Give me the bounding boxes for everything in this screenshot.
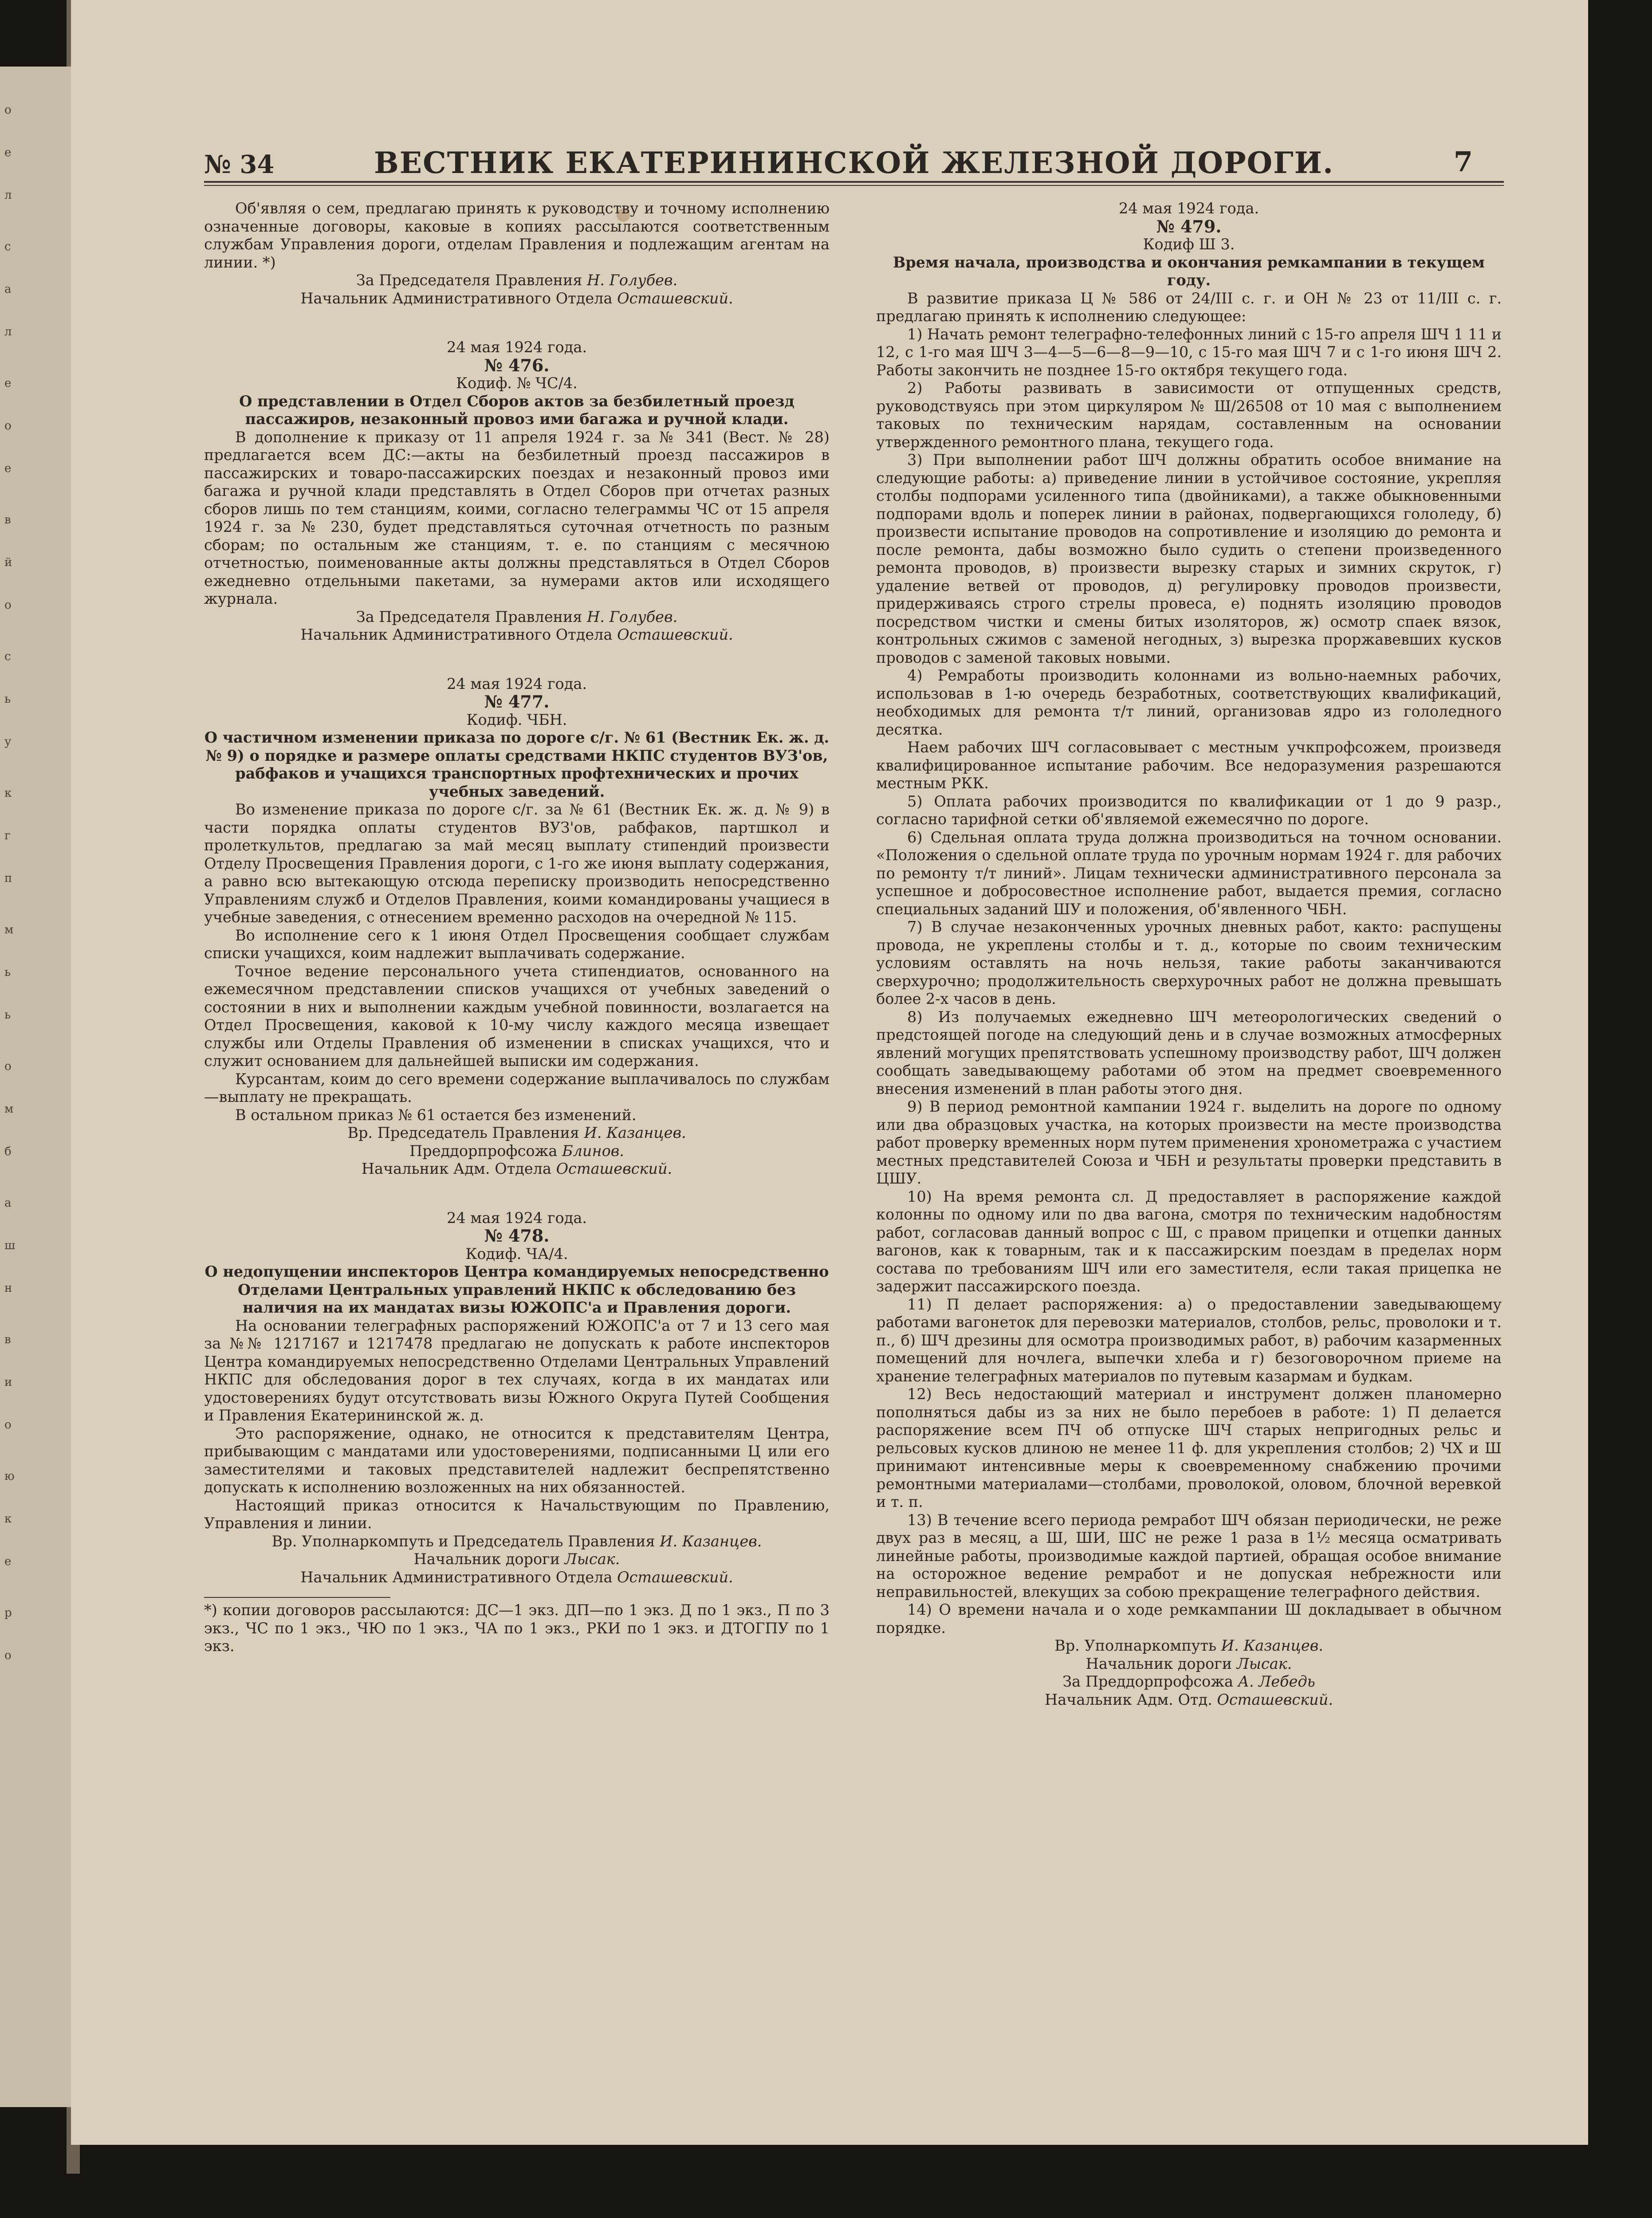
order-number: № 476. — [484, 355, 550, 375]
order-paragraph: Точное ведение персонального учета стипендиатов, основанного на ежемесячном представлении списков учащихся от учебных заведений о состоянии в них и выполнении каждым учебной повинности, возлагается на Отдел Просвещения, каковой к 10-му числу каждого месяца извещает службы или Отделы Правления об изменении в списках учащихся, что и служит основанием для дальнейшей выписки им содержания. — [204, 962, 830, 1070]
adjacent-page-fragment: е — [4, 377, 12, 390]
signature: Вр. Уполнаркомпуть и Председатель Правления И. Казанцев. — [271, 1532, 762, 1550]
order-code: Кодиф Ш 3. — [1143, 236, 1235, 253]
adjacent-page-fragment: о — [4, 1418, 12, 1431]
signature: Преддорпрофсожа Блинов. — [409, 1142, 624, 1160]
adjacent-page-fragment: ш — [4, 1239, 16, 1252]
order-paragraph: Настоящий приказ относится к Начальствующим по Правлению, Управления и линии. — [204, 1496, 830, 1532]
order-paragraph: Во исполнение сего к 1 июня Отдел Просвещения сообщает службам списки учащихся, коим надлежит выплачивать содержание. — [204, 926, 830, 962]
signature: За Преддорпрофсожа А. Лебедь — [1062, 1673, 1315, 1690]
adjacent-page-fragment: н — [4, 1282, 12, 1295]
signature: Начальник Административного Отдела Осташевский. — [300, 289, 733, 307]
adjacent-page-fragment: в — [4, 1333, 11, 1346]
signature: За Председателя Правления Н. Голубев. — [356, 608, 678, 625]
order-item: 7) В случае незаконченных урочных дневных работ, както: распущены провода, не укреплены столбы и т. д., которые по своим техническим условиям оставлять на ночь нельзя, такие работы заканчиваются сверхурочно; продолжительность сверхурочных работ не должна превышать более 2-х часов в день. — [876, 918, 1502, 1007]
page-number: 7 — [1453, 146, 1473, 178]
right-column — [876, 200, 1502, 1709]
signature: Начальник Адм. Отд. Осташевский. — [1045, 1691, 1333, 1708]
signature: Начальник Административного Отдела Осташевский. — [300, 626, 733, 643]
signature: За Председателя Правления Н. Голубев. — [356, 271, 678, 289]
adjacent-page-fragment: е — [4, 1555, 12, 1568]
adjacent-page-fragment: б — [4, 1145, 12, 1158]
left-column — [204, 200, 830, 1656]
order-item: 5) Оплата рабочих производится по квалификации от 1 до 9 разр., согласно тарифной сетки об'являемой ежемесячно по дороге. — [876, 792, 1502, 828]
order-intro: В развитие приказа Ц № 586 от 24/III с. г. и ОН № 23 от 11/III с. г. предлагаю принять к исполнению следующее: — [876, 289, 1502, 325]
order-paragraph: Во изменение приказа по дороге с/г. за № 61 (Вестник Ек. ж. д. № 9) в части порядка оплаты студентов ВУЗ'ов, рабфаков, партшкол и пролеткультов, предлагаю за май месяц выплату стипендий произвести Отделу Просвещения Правления дороги, с 1-го же июня выплату содержания, а равно всю вытекающую отсюда переписку производить непосредственно Управлениям служб и Отделов Правления, коими командированы учащиеся в учебные заведения, с отнесением временно расходов на очередной № 115. — [204, 801, 830, 926]
adjacent-page-fragment: м — [4, 1102, 14, 1116]
order-item: 4) Ремработы производить колоннами из вольно-наемных рабочих, использовав в 1-ю очередь безработных, соответствующих квалификаций, необходимых для ремонта т/т линий, организовав ядро из гололедного десятка. — [876, 667, 1502, 738]
order-paragraph: Это распоряжение, однако, не относится к представителям Центра, прибывающим с мандатами или удостоверениями, подписанными Ц или его заместителями и таковых представителей надлежит беспрепятственно допускать к исполнению возложенных на них обязанностей. — [204, 1424, 830, 1496]
order-item: 13) В течение всего периода ремработ ШЧ обязан периодически, не реже двух раз в месяц, а Ш, ШИ, ШС не реже 1 раза в 1½ месяца осматривать линейные работы, производимые каждой партией, обращая особое внимание на осторожное ведение ремработ и не допуская небрежности или неправильностей, влекущих за собою прекращение телеграфного действия. — [876, 1511, 1502, 1601]
order-number: № 479. — [1156, 216, 1222, 236]
signature: Начальник Административного Отдела Осташевский. — [300, 1568, 733, 1586]
signature: Начальник Адм. Отдела Осташевский. — [361, 1160, 673, 1177]
order-date: 24 мая 1924 года. — [1119, 200, 1259, 217]
adjacent-page-fragment: ь — [4, 692, 11, 706]
order-item: 14) О времени начала и о ходе ремкампании Ш докладывает в обычном порядке. — [876, 1601, 1502, 1636]
adjacent-page-fragment: о — [4, 1060, 12, 1073]
intro-text: Об'являя о сем, предлагаю принять к руководству и точному исполнению означенные договоры, каковые в копиях рассылаются соответственным службам Управления дороги, отделам Правления и подлежащим агентам на линии. *) — [204, 200, 830, 271]
adjacent-page-fragment: о — [4, 103, 12, 117]
footnote-rule — [204, 1597, 390, 1598]
adjacent-page-fragment: в — [4, 513, 11, 527]
order-item: 9) В период ремонтной кампании 1924 г. выделить на дороге по одному или два образцовых участка, на которых произвести на месте производства работ проверку временных норм путем применения хронометража с участием местных представителей Союза и ЧБН и результаты проверки представить в ЦШУ. — [876, 1098, 1502, 1187]
signature: Вр. Председатель Правления И. Казанцев. — [347, 1124, 686, 1141]
order-item: 11) П делает распоряжения: а) о предоставлении заведывающему работами вагонеток для перевозки материалов, столбов, рельс, проволоки и т. п., б) ШЧ дрезины для осмотра производимых работ, в) рабочим казарменных помещений для ночлега, выпечки хлеба и г) безоговорочном приеме на хранение телеграфных материалов по путевым казармам и будкам. — [876, 1295, 1502, 1385]
issue-number: № 34 — [204, 150, 275, 179]
adjacent-page-fragment: ю — [4, 1470, 15, 1483]
order-item: Наем рабочих ШЧ согласовывает с местным учкпрофсожем, произведя квалифицированное испытание рабочим. Все недоразумения разрешаются местным РКК. — [876, 739, 1502, 792]
page-content — [204, 133, 1504, 2107]
adjacent-page-fragment: л — [4, 189, 12, 202]
adjacent-page-fragment: у — [4, 735, 12, 748]
adjacent-page-fragment: с — [4, 240, 11, 253]
order-item: 6) Сдельная оплата труда должна производиться на точном основании. «Положения о сдельной оплате труда по урочным нормам 1924 г. для рабочих по ремонту т/т линий». Лицам технически административного персонала за успешное и добросовестное исполнение работ, выдается премия, согласно специальных заданий ШУ и положения, об'явленного ЧБН. — [876, 828, 1502, 918]
order-code: Кодиф. ЧБН. — [466, 711, 567, 728]
order-item: 8) Из получаемых ежедневно ШЧ метеорологических сведений о предстоящей погоде на следующий день и в случае возможных атмосферных явлений могущих препятствовать успешному производству работ, ШЧ должен сообщать заведывающему работами об этом на предмет своевременного внесения изменений в план работы этого дня. — [876, 1008, 1502, 1097]
adjacent-page-fragment: п — [4, 872, 12, 885]
order-body: В дополнение к приказу от 11 апреля 1924 г. за № 341 (Вест. № 28) предлагается всем ДС:—акты на безбилетный проезд пассажиров в пассажирских и товаро-пассажирских поездах и незаконный провоз ими багажа и ручной клади представлять в Отдел Сборов при отчетах разных сборов лишь по тем станциям, коими, согласно телеграммы ЧС от 15 апреля 1924 г. за № 230, будет представляться суточная отчетность по разным сборам; по остальным же станциям, т. е. по станциям с месячною отчетностью, поименованные акты должны представляться в Отдел Сборов ежедневно отдельными пакетами, за нумерами актов или исходящего журнала. — [204, 428, 830, 607]
adjacent-page-fragment: с — [4, 650, 11, 663]
order-code: Кодиф. № ЧС/4. — [456, 374, 578, 392]
adjacent-page-fragment: ь — [4, 966, 11, 979]
order-number: № 478. — [484, 1226, 550, 1246]
adjacent-page-fragment: о — [4, 1649, 12, 1662]
adjacent-page-fragment: а — [4, 1196, 12, 1210]
footnote: *) копии договоров рассылаются: ДС—1 экз. ДП—по 1 экз. Д по 1 экз., П по 3 экз., ЧС по 1 экз., ЧЮ по 1 экз., ЧА по 1 экз., РКИ по 1 экз. и ДТОГПУ по 1 экз. — [204, 1601, 830, 1655]
signature: Вр. Уполнаркомпуть И. Казанцев. — [1054, 1637, 1323, 1654]
signature: Начальник дороги Лысак. — [1086, 1655, 1292, 1672]
order-heading: О частичном изменении приказа по дороге с/г. № 61 (Вестник Ек. ж. д. № 9) о порядке и размере оплаты средствами НКПС студентов ВУЗ'ов, рабфаков и учащихся транспортных профтехнических и прочих учебных заведений. — [204, 729, 830, 800]
adjacent-page-fragment: р — [4, 1606, 12, 1620]
adjacent-page-edge — [0, 67, 75, 2107]
order-item: 3) При выполнении работ ШЧ должны обратить особое внимание на следующие работы: а) приведение линии в устойчивое состояние, укрепляя столбы подпорами усиленного типа (двойниками), а также обыкновенными подпорами вдоль и поперек линии в районах, подвергающихся гололеду, б) произвести испытание проводов на сопротивление и изоляцию до ремонта и после ремонта, дабы возможно было судить о степени произведенного ремонта проводов, в) произвести вырезку старых и зимних скруток, г) удаление ветвей от проводов, д) регулировку проводов произвести, придерживаясь строго стрелы провеса, е) поднять изоляцию проводов посредством чистки и смены битых изоляторов, ж) осмотр спаек вязок, контрольных сжимов с заменой негодных, з) вырезка проржавевших кусков проводов с заменой таковых новыми. — [876, 451, 1502, 666]
order-heading: Время начала, производства и окончания ремкампании в текущем году. — [893, 253, 1485, 289]
adjacent-page-fragment: й — [4, 556, 12, 569]
order-date: 24 мая 1924 года. — [447, 338, 587, 356]
adjacent-page-fragment: к — [4, 787, 12, 800]
order-paragraph: На основании телеграфных распоряжений ЮЖОПС'а от 7 и 13 сего мая за №№ 1217167 и 1217478 предлагаю не допускать к работе инспекторов Центра командируемых непосредственно Отделами Центральных Управлений НКПС для обследования дорог в тех случаях, когда в их мандатах или удостоверениях будут отсутствовать визы Южного Округа Путей Сообщения и Правления Екатерининской ж. д. — [204, 1317, 830, 1424]
order-date: 24 мая 1924 года. — [447, 1209, 587, 1227]
adjacent-page-fragment: м — [4, 923, 14, 936]
adjacent-page-fragment: о — [4, 598, 12, 612]
order-item: 12) Весь недостающий материал и инструмент должен планомерно пополняться дабы из за них не было перебоев в работе: 1) П делается распоряжение всем ПЧ об отпуске ШЧ старых непригодных рельс и рельсовых кусков длиною не менее 11 ф. для укрепления столбов; 2) ЧХ и Ш принимают интенсивные меры к своевременному снабжению прочими ремонтными материалами—столбами, проволокой, оловом, блочной веревкой и т. п. — [876, 1385, 1502, 1510]
order-item: 2) Работы развивать в зависимости от отпущенных средств, руководствуясь при этом циркуляром № Ш/26508 от 10 мая с выполнением таковых по техническим нарядам, составленным на основании утвержденного ремонтного плана, текущего года. — [876, 379, 1502, 451]
order-item: 10) На время ремонта сл. Д предоставляет в распоряжение каждой колонны по одному или по два вагона, смотря по техническим надобностям работ, согласовав данный вопрос с Ш, с правом прицепки и отцепки данных вагонов, как к товарным, так и к пассажирским поездам в пределах норм состава по требованиям ШЧ или его заместителя, если такая прицепка не задержит пассажирского поезда. — [876, 1188, 1502, 1295]
adjacent-page-fragment: а — [4, 283, 12, 296]
order-heading: О представлении в Отдел Сборов актов за безбилетный проезд пассажиров, незаконный провоз ими багажа и ручной клади. — [239, 392, 795, 428]
adjacent-page-fragment: г — [4, 829, 11, 842]
adjacent-page-fragment: и — [4, 1376, 12, 1389]
adjacent-page-fragment: е — [4, 462, 12, 475]
order-code: Кодиф. ЧА/4. — [465, 1245, 568, 1262]
newspaper-title: ВЕСТНИК ЕКАТЕРИНИНСКОЙ ЖЕЛЕЗНОЙ ДОРОГИ. — [374, 146, 1334, 180]
order-item: 1) Начать ремонт телеграфно-телефонных линий с 15-го апреля ШЧ 1 11 и 12, с 1-го мая ШЧ 3—4—5—6—8—9—10, с 15-го мая ШЧ 7 и с 1-го июня ШЧ 2. Работы закончить не позднее 15-го октября текущего года. — [876, 325, 1502, 379]
adjacent-page-fragment: о — [4, 419, 12, 433]
order-items — [876, 326, 1502, 1637]
adjacent-page-fragment: к — [4, 1512, 12, 1526]
order-number: № 477. — [484, 692, 550, 712]
header-rule — [204, 181, 1504, 186]
signature: Начальник дороги Лысак. — [413, 1550, 620, 1568]
order-paragraph: Курсантам, коим до сего времени содержание выплачивалось по службам—выплату не прекращать. — [204, 1070, 830, 1105]
adjacent-page-fragment: е — [4, 146, 12, 159]
adjacent-page-fragment: ь — [4, 1008, 11, 1022]
page-header — [204, 146, 1504, 182]
newspaper-page — [71, 0, 1588, 2145]
order-date: 24 мая 1924 года. — [447, 675, 587, 692]
order-paragraph: В остальном приказ № 61 остается без изменений. — [235, 1106, 637, 1124]
adjacent-page-fragment: л — [4, 325, 12, 338]
order-heading: О недопущении инспекторов Центра командируемых непосредственно Отделами Центральных управлений НКПС к обследованию без наличия на их мандатах визы ЮЖОПС'а и Правления дороги. — [205, 1263, 829, 1316]
